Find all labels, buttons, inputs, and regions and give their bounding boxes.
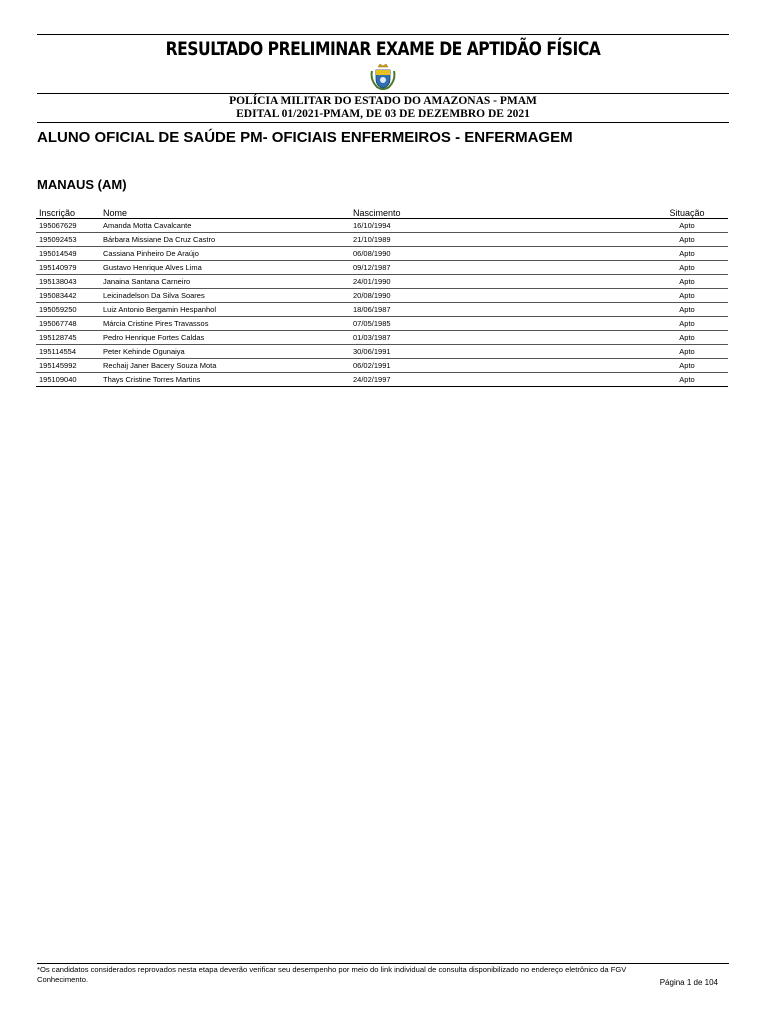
cell-nascimento: 24/02/1997 — [350, 373, 646, 387]
table-row — [36, 247, 728, 261]
cell-situacao: Apto — [646, 275, 728, 289]
cell-nascimento: 06/08/1990 — [350, 247, 646, 261]
table-body — [36, 219, 728, 387]
cell-situacao: Apto — [646, 247, 728, 261]
cell-inscricao: 195067748 — [36, 317, 100, 331]
cell-inscricao: 195014549 — [36, 247, 100, 261]
cell-nome: Bárbara Missiane Da Cruz Castro — [100, 233, 350, 247]
header-bottom-rule — [37, 122, 729, 123]
cell-nascimento: 18/06/1987 — [350, 303, 646, 317]
cell-inscricao: 195067629 — [36, 219, 100, 233]
cell-inscricao: 195145992 — [36, 359, 100, 373]
cell-inscricao: 195092453 — [36, 233, 100, 247]
cell-nome: Márcia Cristine Pires Travassos — [100, 317, 350, 331]
cell-nascimento: 20/08/1990 — [350, 289, 646, 303]
cell-situacao: Apto — [646, 345, 728, 359]
col-inscricao-header: Inscrição — [36, 205, 100, 219]
cell-situacao: Apto — [646, 219, 728, 233]
cell-nascimento: 16/10/1994 — [350, 219, 646, 233]
table-row — [36, 261, 728, 275]
table-row — [36, 219, 728, 233]
table-header — [36, 205, 728, 219]
cell-inscricao: 195128745 — [36, 331, 100, 345]
cell-inscricao: 195114554 — [36, 345, 100, 359]
table-row — [36, 331, 728, 345]
cell-situacao: Apto — [646, 261, 728, 275]
table-row — [36, 275, 728, 289]
cell-nascimento: 24/01/1990 — [350, 275, 646, 289]
cell-nascimento: 21/10/1989 — [350, 233, 646, 247]
cell-inscricao: 195138043 — [36, 275, 100, 289]
cell-inscricao: 195059250 — [36, 303, 100, 317]
cell-nome: Gustavo Henrique Alves Lima — [100, 261, 350, 275]
cell-inscricao: 195109040 — [36, 373, 100, 387]
col-nascimento-header: Nascimento — [350, 205, 646, 219]
cell-nome: Rechaij Janer Bacery Souza Mota — [100, 359, 350, 373]
cell-situacao: Apto — [646, 373, 728, 387]
cell-situacao: Apto — [646, 289, 728, 303]
footnote: *Os candidatos considerados reprovados nesta etapa deverão verificar seu desempenho por meio do link individual de consulta disponibilizado no endereço eletrônico da FGV Conhecimento. — [37, 965, 627, 984]
cell-nome: Janaina Santana Carneiro — [100, 275, 350, 289]
cell-situacao: Apto — [646, 233, 728, 247]
header-divider — [37, 93, 729, 94]
edital-line: EDITAL 01/2021-PMAM, DE 03 DE DEZEMBRO DE 2021 — [236, 108, 530, 120]
cell-inscricao: 195083442 — [36, 289, 100, 303]
table-row — [36, 317, 728, 331]
org-name: POLÍCIA MILITAR DO ESTADO DO AMAZONAS - PMAM — [229, 95, 537, 107]
cell-nascimento: 09/12/1987 — [350, 261, 646, 275]
cell-nome: Peter Kehinde Ogunaiya — [100, 345, 350, 359]
cell-situacao: Apto — [646, 331, 728, 345]
cell-situacao: Apto — [646, 303, 728, 317]
cell-situacao: Apto — [646, 317, 728, 331]
results-table — [36, 205, 728, 387]
page-number: Página 1 de 104 — [659, 978, 718, 987]
course-heading: ALUNO OFICIAL DE SAÚDE PM- OFICIAIS ENFERMEIROS - ENFERMAGEM — [37, 129, 573, 146]
cell-nome: Amanda Motta Cavalcante — [100, 219, 350, 233]
cell-nome: Luiz Antonio Bergamin Hespanhol — [100, 303, 350, 317]
footer-rule — [37, 963, 729, 964]
table-row — [36, 373, 728, 387]
amazonas-coat-of-arms-icon — [369, 62, 397, 92]
city-heading: MANAUS (AM) — [37, 177, 127, 192]
cell-nascimento: 07/05/1985 — [350, 317, 646, 331]
col-situacao-header: Situação — [646, 205, 728, 219]
cell-nascimento: 30/06/1991 — [350, 345, 646, 359]
table-row — [36, 359, 728, 373]
cell-nascimento: 01/03/1987 — [350, 331, 646, 345]
cell-nome: Leicinadelson Da Silva Soares — [100, 289, 350, 303]
col-nome-header: Nome — [100, 205, 350, 219]
table-row — [36, 303, 728, 317]
cell-inscricao: 195140979 — [36, 261, 100, 275]
table-row — [36, 289, 728, 303]
page-title: RESULTADO PRELIMINAR EXAME DE APTIDÃO FÍSICA — [165, 38, 601, 60]
table-row — [36, 233, 728, 247]
cell-situacao: Apto — [646, 359, 728, 373]
cell-nome: Cassiana Pinheiro De Araújo — [100, 247, 350, 261]
top-rule — [37, 34, 729, 35]
cell-nome: Thays Cristine Torres Martins — [100, 373, 350, 387]
cell-nome: Pedro Henrique Fortes Caldas — [100, 331, 350, 345]
cell-nascimento: 06/02/1991 — [350, 359, 646, 373]
table-row — [36, 345, 728, 359]
